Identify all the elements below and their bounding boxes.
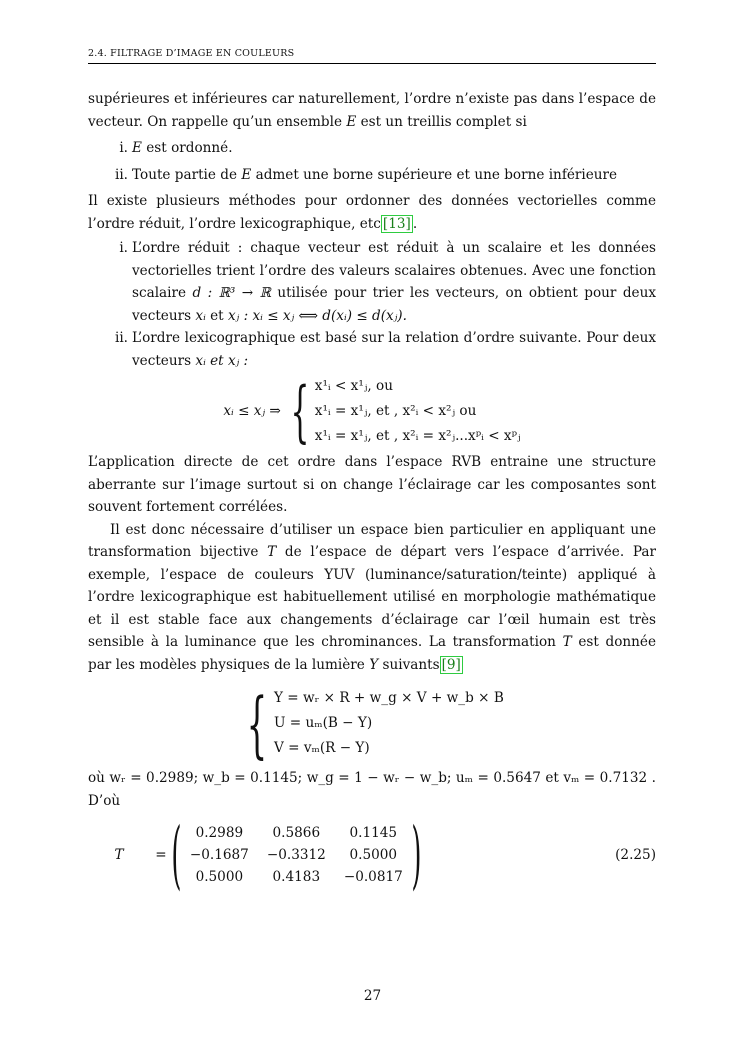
equation-row: x¹ᵢ < x¹ⱼ, ou (314, 378, 393, 394)
equation-row: x¹ᵢ = x¹ⱼ, et , x²ᵢ = x²ⱼ...xᵖᵢ < xᵖⱼ (314, 428, 521, 444)
equation-number: (2.25) (615, 846, 656, 863)
matrix-row: −0.1687 −0.3312 0.5000 (189, 847, 398, 863)
paragraph-1: supérieures et inférieures car naturellement, l’ordre n’existe pas dans l’espace de vecteur. On rappelle qu’un ensemble E est un treillis complet si (88, 91, 656, 130)
transform-matrix-equation: T = ( 0.2989 0.5866 0.1145 −0.1687 −0.3312 0.5000 0.5000 0.4183 −0.0817 ) (2.25) (114, 812, 656, 898)
citation-link[interactable]: [13] (382, 215, 411, 232)
left-brace-icon: { (290, 372, 310, 450)
left-brace-icon: { (246, 681, 268, 766)
yuv-transform-equation (88, 681, 656, 766)
list-item: ii. Toute partie de E admet une borne supérieure et une borne inférieure (114, 166, 618, 183)
right-paren-icon: ) (411, 812, 422, 898)
paragraph-4: Il est donc nécessaire d’utiliser un espace bien particulier en appliquant une transformation bijective T de l’espace de départ vers l’espace d’arrivée. Par exemple, l’espace de couleurs YUV (luminance/saturation/teinte) appliqué à l’ordre lexicographique est habituellement utilisé en morphologie mathématique et il est stable face aux changements d’éclairage car l’œil humain est très sensible à la luminance que les chrominances. La transformation T est donnée par les modèles physiques de la lumière Y suivants [9] (88, 521, 657, 673)
running-header: 2.4. FILTRAGE D’IMAGE EN COULEURS (88, 48, 656, 64)
matrix-row: 0.5000 0.4183 −0.0817 (195, 869, 403, 885)
list-item: i. E est ordonné. (119, 140, 233, 156)
equation-row: V = vₘ(R − Y) (273, 740, 370, 756)
lattice-conditions-list (88, 137, 656, 186)
ordering-methods-list (88, 237, 656, 372)
page-number: 27 (363, 988, 382, 1004)
page-body (88, 88, 657, 898)
citation-link[interactable]: [9] (441, 656, 461, 673)
paragraph-3: L’application directe de cet ordre dans l’espace RVB entraine une structure aberrante sur l’image surtout si on change l’éclairage car les composantes sont souvent fortement corrélées. (88, 454, 656, 515)
list-item: i. L’ordre réduit : chaque vecteur est réduit à un scalaire et les données vectorielles trient l’ordre des valeurs scalaires obtenues. Avec une fonction scalaire d : ℝ³ → ℝ utilisée pour trier les vecteurs, on obtient pour deux vecteurs xᵢ et xⱼ : xᵢ ≤ xⱼ ⟺ d(xᵢ) ≤ d(xⱼ). (119, 240, 657, 324)
matrix-table (181, 822, 412, 888)
list-item: ii. L’ordre lexicographique est basé sur la relation d’ordre suivante. Pour deux vecteurs xᵢ et xⱼ : (114, 330, 656, 369)
equation-row: Y = wᵣ × R + w_g × V + w_b × B (273, 690, 504, 706)
left-paren-icon: ( (171, 812, 182, 898)
equation-row: U = uₘ(B − Y) (273, 715, 373, 731)
equation-row: x¹ᵢ = x¹ⱼ, et , x²ᵢ < x²ⱼ ou (314, 403, 477, 419)
paragraph-5: où wᵣ = 0.2989; w_b = 0.1145; w_g = 1 − wᵣ − w_b; uₘ = 0.5647 et vₘ = 0.7132 . D’où (88, 770, 656, 809)
paragraph-2: Il existe plusieurs méthodes pour ordonner des données vectorielles comme l’ordre réduit, l’ordre lexicographique, etc [13] . (88, 193, 656, 232)
matrix-row: 0.2989 0.5866 0.1145 (195, 825, 398, 841)
lexicographic-order-equation: xᵢ ≤ xⱼ ⇒ { x¹ᵢ < x¹ⱼ, ou x¹ᵢ = x¹ⱼ, et , x²ᵢ < x²ⱼ ou x¹ᵢ = x¹ⱼ, et , x²ᵢ = x²ⱼ...xᵖᵢ < xᵖⱼ (223, 372, 521, 450)
